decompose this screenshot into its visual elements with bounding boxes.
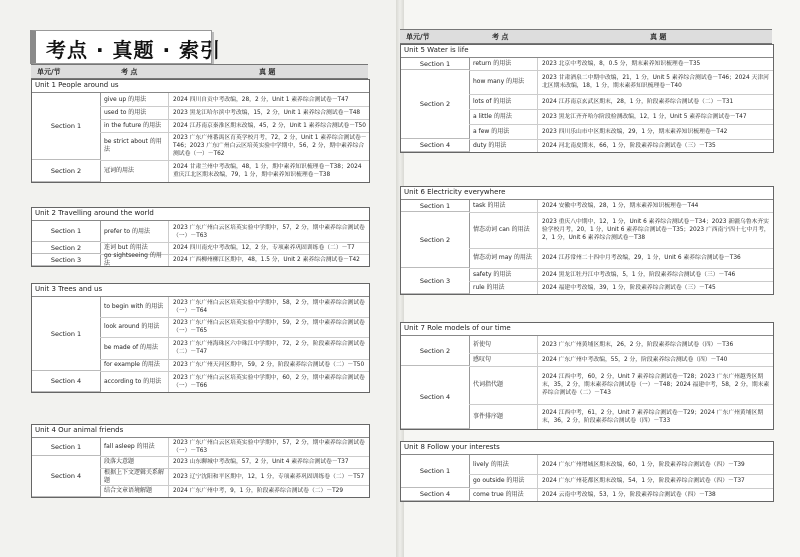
topic-text: fall asleep 的用法 xyxy=(104,443,155,450)
section-cell xyxy=(401,70,470,139)
exam-reference: 2023 山东聊城中考改编，57，2 分，Unit 4 素养综合测试卷－T37 xyxy=(173,459,349,465)
topic-cell xyxy=(100,438,169,456)
exam-reference: 2024 广东广州增城区期末改编，60，1 分，阶段素养综合测试卷（四）－T39 xyxy=(542,461,745,468)
unit-title-bar xyxy=(32,208,369,221)
exam-reference: 2024 福建中考改编，39，1 分，阶段素养综合测试卷（三）－T45 xyxy=(542,284,716,291)
table-row xyxy=(100,119,369,133)
topic-cell xyxy=(100,337,169,359)
table-row xyxy=(100,297,369,318)
topic-cell xyxy=(469,248,538,268)
exam-reference: 2023 北京中考改编，8，0.5 分，期末素养知识梳理卷－T35 xyxy=(542,61,701,67)
exam-reference: 2024 江苏南京玄武区期末，28，1 分，阶段素养综合测试卷（二）－T31 xyxy=(542,98,734,105)
section-label: Section 2 xyxy=(419,346,451,355)
exam-reference: 2023 甘肃酒泉二中期中改编，21，1 分，Unit 5 素养综合测试卷－T46；2024 天津河北区期末改编，18，1 分，期末素养知识梳理卷－T40 xyxy=(542,75,769,89)
section-label: Section 3 xyxy=(50,255,82,264)
header-unit-section: 单元/节 xyxy=(406,33,430,41)
table-row xyxy=(100,132,369,161)
unit-title: Unit 5 Water is life xyxy=(404,46,469,54)
topic-text: 结合文章语境解题 xyxy=(104,487,153,494)
unit-title: Unit 6 Electricity everywhere xyxy=(404,188,506,196)
topic-cell xyxy=(469,139,538,152)
topic-text: lively 的用法 xyxy=(473,460,509,468)
table-row xyxy=(469,268,773,282)
header-topic: 考 点 xyxy=(492,33,509,41)
unit-table xyxy=(31,79,370,183)
topic-text: go outside 的用法 xyxy=(473,477,525,484)
exam-reference: 2023 广东广州白云区培英实验中学期中，58，2 分，期中素养综合测试卷（一）－T64 xyxy=(173,300,365,314)
topic-cell xyxy=(469,353,538,366)
exam-reference: 2023 广东广州黄埔区期末，26，2 分，阶段素养综合测试卷（四）－T36 xyxy=(542,341,734,348)
topic-text: 连词 but 的用法 xyxy=(104,244,148,251)
topic-cell xyxy=(469,455,538,474)
section-cell xyxy=(401,212,470,268)
topic-text: rule 的用法 xyxy=(473,283,505,291)
exam-reference: 2024 河北南皮期末，66，1 分，阶段素养综合测试卷（三）－T35 xyxy=(542,142,716,149)
table-row xyxy=(469,109,773,125)
header-exam: 真 题 xyxy=(650,33,667,41)
topic-text: 段落大意题 xyxy=(104,458,135,465)
topic-text: 祈使句 xyxy=(473,340,492,348)
unit-title-bar xyxy=(32,80,369,93)
table-row xyxy=(100,106,369,120)
section-cell xyxy=(401,139,470,152)
topic-cell xyxy=(469,281,538,294)
table-row xyxy=(469,94,773,110)
right-header-bar xyxy=(400,29,772,44)
topic-text: give up 的用法 xyxy=(104,95,147,103)
topic-text: 根据上下文逻辑关系解题 xyxy=(104,468,165,484)
unit-title-bar xyxy=(401,187,773,200)
topic-text: how many 的用法 xyxy=(473,78,525,85)
exam-reference: 2023 四川乐山市中区期末改编，29，1 分，期末素养知识梳理卷－T42 xyxy=(542,128,728,135)
topic-cell xyxy=(100,359,169,371)
section-cell xyxy=(32,221,101,242)
exam-reference: 2024 广西柳州柳江区期中，48，1.5 分，Unit 2 素养综合测试卷－T42 xyxy=(173,257,360,263)
table-row xyxy=(100,485,369,497)
exam-reference: 2024 甘肃兰州中考改编，48，1 分，期中素养知识梳理卷－T38；2024 重庆江北区期末改编，79，1 分，期中素养知识梳理卷－T38 xyxy=(173,164,362,178)
topic-text: 感叹句 xyxy=(473,355,492,363)
table-row xyxy=(100,93,369,107)
section-label: Section 1 xyxy=(419,201,451,210)
table-row xyxy=(100,371,369,392)
section-cell xyxy=(32,371,101,392)
table-row xyxy=(469,455,773,475)
section-label: Section 2 xyxy=(419,100,451,108)
unit-title-bar xyxy=(401,323,773,336)
exam-reference: 2023 广东广州白云区培英实验中学期中，57，2 分，期中素养综合测试卷（一）－T63 xyxy=(173,224,365,239)
topic-text: used to 的用法 xyxy=(104,108,147,116)
table-row xyxy=(469,139,773,152)
topic-cell xyxy=(100,254,169,266)
topic-text: task 的用法 xyxy=(473,202,506,209)
index-title: 考点 · 真题 · 索引 xyxy=(46,38,222,62)
topic-cell xyxy=(469,366,538,404)
section-label: Section 2 xyxy=(419,235,451,244)
topic-cell xyxy=(100,317,169,337)
table-row xyxy=(469,353,773,367)
topic-text: 代词指代题 xyxy=(473,381,504,388)
unit-title: Unit 4 Our animal friends xyxy=(35,426,124,434)
topic-cell xyxy=(100,485,169,497)
topic-cell xyxy=(469,336,538,353)
section-cell xyxy=(401,200,470,212)
exam-reference: 2024 四川自贡中考改编，28，2 分，Unit 1 素养综合测试卷－T47 xyxy=(173,96,349,103)
topic-cell xyxy=(469,94,538,109)
topic-text: look around 的用法 xyxy=(104,323,160,330)
exam-reference: 2024 江西中考，60，2 分，Unit 7 素养综合测试卷－T28；2023 广东广州越秀区期末，35，2 分，期末素养综合测试卷（一）－T48；2024 福建中考，58，2 分，期末素养综合测试卷（二）－T43 xyxy=(542,374,770,396)
topic-text: 冠词的用法 xyxy=(104,167,135,174)
unit-table xyxy=(400,186,774,295)
topic-cell xyxy=(469,109,538,124)
left-header-bar xyxy=(31,64,368,79)
section-cell xyxy=(32,438,101,456)
exam-reference: 2024 广东广州中考，9，1 分，阶段素养综合测试卷（二）－T29 xyxy=(173,488,344,494)
topic-text: a few 的用法 xyxy=(473,127,510,135)
section-cell xyxy=(32,297,101,371)
table-row xyxy=(469,336,773,354)
topic-cell xyxy=(100,160,169,182)
section-label: Section 4 xyxy=(419,141,451,149)
topic-text: safety 的用法 xyxy=(473,270,512,278)
section-label: Section 4 xyxy=(50,472,82,480)
table-row xyxy=(469,488,773,501)
section-label: Section 4 xyxy=(419,393,451,401)
topic-cell xyxy=(469,488,538,501)
section-label: Section 1 xyxy=(419,467,451,475)
header-exam: 真 题 xyxy=(259,68,276,76)
topic-text: return 的用法 xyxy=(473,60,512,67)
topic-text: be strict about 的用法 xyxy=(104,138,162,153)
exam-reference: 2024 广东广州中考改编，55，2 分，阶段素养综合测试卷（四）－T40 xyxy=(542,356,728,363)
topic-text: be made of 的用法 xyxy=(104,344,159,351)
section-cell xyxy=(401,366,470,429)
exam-reference: 2023 黑龙江齐齐哈尔阶段检测改编，12，1 分，Unit 5 素养综合测试卷－T47 xyxy=(542,113,747,120)
exam-reference: 2023 黑龙江哈尔滨中考改编，15，2 分，Unit 1 素养综合测试卷－T48 xyxy=(173,109,361,116)
unit-table xyxy=(31,207,370,267)
topic-cell xyxy=(469,474,538,488)
unit-table xyxy=(31,283,370,393)
section-cell xyxy=(32,242,101,254)
topic-cell xyxy=(469,404,538,429)
exam-reference: 2024 安徽中考改编，28，1 分，期末素养知识梳理卷－T44 xyxy=(542,203,699,209)
topic-text: a little 的用法 xyxy=(473,112,512,120)
unit-title-bar xyxy=(32,284,369,297)
topic-cell xyxy=(100,297,169,317)
topic-cell xyxy=(100,93,169,106)
exam-reference: 2023 广东广州白云区培英实验中学期中，60，2 分，期中素养综合测试卷（一）－T66 xyxy=(173,374,365,389)
header-topic: 考 点 xyxy=(121,68,138,76)
topic-cell xyxy=(100,119,169,132)
exam-reference: 2023 辽宁沈阳和平区期中，12，1 分，专项素养巩固训练卷（二）－T57 xyxy=(173,473,365,480)
topic-cell xyxy=(469,70,538,94)
exam-reference: 2024 四川南充中考改编，12，2 分，专项素养巩固训练卷（二）－T7 xyxy=(173,245,355,251)
exam-reference: 2024 江苏常州二十四中月考改编，29，1 分，Unit 6 素养综合测试卷－T36 xyxy=(542,255,741,261)
topic-text: 事件排序题 xyxy=(473,412,504,420)
topic-text: lots of 的用法 xyxy=(473,97,512,105)
unit-title: Unit 3 Trees and us xyxy=(35,285,103,293)
table-row xyxy=(100,160,369,182)
section-cell xyxy=(401,58,470,70)
section-label: Section 4 xyxy=(50,377,82,385)
table-row xyxy=(469,248,773,269)
section-cell xyxy=(401,336,470,366)
section-label: Section 2 xyxy=(50,243,82,252)
topic-text: come true 的用法 xyxy=(473,490,524,498)
unit-title: Unit 2 Travelling around the world xyxy=(35,209,154,217)
exam-reference: 2024 广东广州花都区期末改编，54，1 分，阶段素养综合测试卷（四）－T37 xyxy=(542,478,745,484)
exam-reference: 2024 江西中考，61，2 分，Unit 7 素养综合测试卷－T29；2024 广东广州黄埔区期末，36，2 分，阶段素养综合测试卷（四）－T33 xyxy=(542,409,764,424)
section-cell xyxy=(32,456,101,497)
unit-title-bar xyxy=(401,442,773,455)
unit-title-bar xyxy=(401,45,773,58)
topic-cell xyxy=(100,132,169,160)
section-cell xyxy=(401,488,470,501)
topic-text: to begin with 的用法 xyxy=(104,303,164,310)
exam-reference: 2024 江苏南京秦淮区期末改编，45，2 分，Unit 1 素养综合测试卷－T50 xyxy=(173,122,366,129)
table-row xyxy=(100,337,369,360)
topic-cell xyxy=(469,268,538,281)
unit-title-bar xyxy=(32,425,369,438)
section-cell xyxy=(401,268,470,294)
section-cell xyxy=(32,93,101,160)
table-row xyxy=(469,212,773,249)
topic-cell xyxy=(469,58,538,70)
topic-text: in the future 的用法 xyxy=(104,121,162,129)
topic-text: according to 的用法 xyxy=(104,377,162,385)
section-label: Section 1 xyxy=(50,442,82,451)
unit-table xyxy=(400,44,774,153)
table-row xyxy=(469,474,773,489)
topic-cell xyxy=(469,212,538,248)
section-label: Section 1 xyxy=(50,329,82,338)
header-unit-section: 单元/节 xyxy=(37,68,61,76)
section-label: Section 1 xyxy=(50,122,82,130)
unit-table xyxy=(400,322,774,430)
exam-reference: 2023 广东广州白云区培英实验中学期中，59，2 分，期中素养综合测试卷（一）－T65 xyxy=(173,320,365,334)
topic-cell xyxy=(100,221,169,242)
table-row xyxy=(100,254,369,266)
exam-reference: 2024 云南中考改编，53，1 分，阶段素养综合测试卷（四）－T38 xyxy=(542,491,716,498)
topic-text: duty 的用法 xyxy=(473,141,507,149)
topic-cell xyxy=(100,456,169,468)
index-title-box xyxy=(30,30,222,64)
section-label: Section 2 xyxy=(50,166,82,175)
topic-cell xyxy=(100,106,169,119)
exam-reference: 2024 黑龙江牡丹江中考改编，5，1 分，阶段素养综合测试卷（三）－T46 xyxy=(542,271,736,278)
topic-text: prefer to 的用法 xyxy=(104,227,150,235)
table-row xyxy=(100,468,369,486)
table-row xyxy=(100,438,369,457)
section-label: Section 3 xyxy=(419,276,451,285)
table-row xyxy=(469,124,773,140)
section-label: Section 1 xyxy=(50,227,82,235)
exam-reference: 2023 广东广州天河区期中，59，2 分，阶段素养综合测试卷（二）－T50 xyxy=(173,362,365,368)
topic-cell xyxy=(100,371,169,392)
table-row xyxy=(100,221,369,243)
topic-text: 情态动词 may 的用法 xyxy=(473,254,532,261)
exam-reference: 2023 重庆八中期中，12，1 分，Unit 6 素养综合测试卷－T34；2023 新疆乌鲁木齐实验学校月考，20，1 分，Unit 6 素养综合测试卷－T35；2023 广西南宁四十七中月考，2，1 分，Unit 6 素养综合测试卷－T38 xyxy=(542,219,770,241)
table-row xyxy=(469,404,773,429)
topic-cell xyxy=(469,200,538,212)
table-row xyxy=(469,70,773,95)
table-row xyxy=(469,366,773,405)
topic-text: go sightseeing 的用法 xyxy=(104,252,162,267)
section-label: Section 4 xyxy=(419,490,451,498)
unit-table xyxy=(31,424,370,498)
section-cell xyxy=(401,455,470,488)
unit-title: Unit 1 People around us xyxy=(35,81,119,89)
section-label: Section 1 xyxy=(419,59,451,68)
exam-reference: 2023 广东广州番禺区育英学校月考，72，2 分，Unit 1 素养综合测试卷－T46；2023 广东广州白云区培英实验中学期中，56，2 分，期中素养综合测试卷（一）－T62 xyxy=(173,135,367,157)
table-row xyxy=(469,281,773,294)
topic-cell xyxy=(469,124,538,139)
topic-cell xyxy=(100,468,169,485)
topic-text: 情态动词 can 的用法 xyxy=(473,226,530,233)
unit-table xyxy=(400,441,774,502)
table-row xyxy=(100,317,369,338)
unit-title: Unit 7 Role models of our time xyxy=(404,324,511,332)
unit-title: Unit 8 Follow your interests xyxy=(404,443,500,451)
exam-reference: 2023 广东广州白云区培英实验中学期中，57，2 分，期中素养综合测试卷（一）－T63 xyxy=(173,440,365,454)
topic-text: for example 的用法 xyxy=(104,361,160,368)
section-cell xyxy=(32,160,101,182)
section-cell xyxy=(32,254,101,266)
exam-reference: 2023 广东广州海珠区六中珠江中学期中，72，2 分，阶段素养综合测试卷（二）－T47 xyxy=(173,341,365,355)
